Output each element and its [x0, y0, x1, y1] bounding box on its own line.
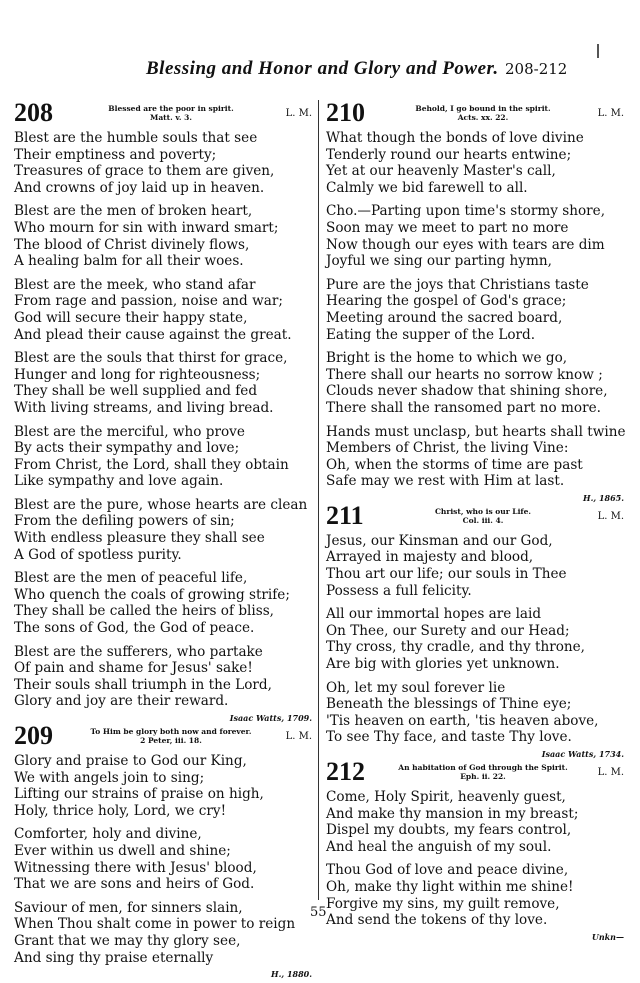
verse-line: Forgive my sins, my guilt remove, [326, 895, 560, 912]
verse-line: And send the tokens of thy love. [326, 912, 548, 929]
hymn-header [326, 500, 624, 533]
hymn-header [326, 757, 624, 789]
verse-line: 'Tis heaven on earth, 'tis heaven above, [326, 712, 599, 729]
verse-line: Jesus, our Kinsman and our God, [326, 532, 553, 549]
scripture-text: Behold, I go bound in the spirit. [415, 104, 551, 113]
verse-line: Now though our eyes with tears are dim [326, 236, 605, 253]
stanza [14, 570, 312, 636]
verse-line: Like sympathy and love again. [14, 473, 224, 490]
scripture-reference: Matt. v. 3. [150, 113, 192, 122]
stanza [326, 350, 624, 416]
scripture-text: An habitation of God through the Spirit. [398, 763, 568, 772]
meter: L. M. [285, 108, 312, 119]
stanza [326, 130, 624, 196]
scripture-text: Christ, who is our Life. [434, 506, 532, 516]
verse-line: Grant that we may thy glory see, [14, 932, 241, 949]
stanza [326, 789, 624, 855]
scripture-heading [86, 727, 256, 745]
author-attribution: H., 1880. [271, 969, 312, 980]
verse-line: Possess a full felicity. [326, 582, 472, 599]
verse-line: They shall be called the heirs of bliss, [14, 603, 275, 620]
verse-line: Beneath the blessings of Thine eye; [326, 696, 572, 713]
verse-line: God will secure their happy state, [14, 309, 248, 326]
stanza [14, 130, 312, 196]
verse-line: Blest are the humble souls that see [14, 130, 258, 146]
verse-line: And make thy mansion in my breast; [326, 805, 579, 822]
stanza [326, 533, 624, 599]
author-attribution: H., 1865. [583, 492, 624, 503]
verse-line: Pure are the joys that Christians taste [326, 276, 589, 293]
running-title: Blessing and Honor and Glory and Power. [146, 58, 499, 79]
column-divider [318, 100, 319, 900]
verse-line: Blest are the meek, who stand afar [14, 276, 256, 293]
hymn-header [14, 98, 312, 130]
verse-line: Blest are the sufferers, who partake [14, 643, 263, 660]
scripture-reference: Acts. xx. 22. [457, 113, 509, 122]
stanza [326, 203, 624, 269]
verse-line: Cho.—Parting upon time's stormy shore, [326, 203, 606, 220]
verse-line: And crowns of joy laid up in heaven. [14, 179, 265, 196]
verse-line: Thy cross, thy cradle, and thy throne, [326, 639, 586, 656]
scripture-heading [398, 104, 568, 122]
verse-line: Their souls shall triumph in the Lord, [14, 676, 272, 693]
hymn-header [326, 98, 624, 130]
verse-line: Blest are the men of peaceful life, [14, 570, 248, 587]
verse-line: Lifting our strains of praise on high, [14, 786, 264, 803]
verse-line: Soon may we meet to part no more [326, 219, 569, 236]
verse-line: With living streams, and living bread. [14, 399, 274, 416]
verse-line: Safe may we rest with Him at last. [326, 473, 565, 490]
stanza [14, 424, 312, 490]
hymn-212 [326, 757, 624, 942]
scripture-heading [398, 507, 568, 525]
stanza [14, 644, 312, 710]
stanza [326, 424, 624, 490]
verse-line: A healing balm for all their woes. [14, 253, 244, 270]
hymn-209 [14, 721, 312, 980]
stanza [14, 203, 312, 269]
verse-line: And heal the anguish of my soul. [326, 838, 552, 855]
scripture-reference: Col. iii. 4. [462, 515, 504, 525]
left-column [14, 100, 312, 983]
verse-line: Witnessing there with Jesus' blood, [14, 859, 257, 876]
verse-line: Meeting around the sacred board, [326, 309, 563, 326]
verse-line: Bright is the home to which we go, [326, 350, 568, 367]
verse-line: They shall be well supplied and fed [14, 383, 258, 400]
verse-line: That we are sons and heirs of God. [14, 876, 255, 893]
verse-line: Hunger and long for righteousness; [14, 366, 261, 383]
verse-line: Of pain and shame for Jesus' sake! [14, 660, 253, 677]
verse-line: Blest are the pure, whose hearts are clean [14, 496, 308, 513]
page-header [0, 58, 640, 88]
verse-line: The blood of Christ divinely flows, [14, 236, 250, 253]
verse-line: We with angels join to sing; [14, 769, 205, 786]
verse-line: Oh, make thy light within me shine! [326, 878, 574, 895]
margin-mark [597, 44, 599, 58]
scripture-heading [398, 763, 568, 781]
verse-line: Thou art our life; our souls in Thee [326, 566, 567, 583]
verse-line: Holy, thrice holy, Lord, we cry! [14, 802, 227, 819]
verse-line: Glory and praise to God our King, [14, 753, 247, 769]
verse-line: Joyful we sing our parting hymn, [326, 253, 552, 270]
verse-line: Come, Holy Spirit, heavenly guest, [326, 789, 566, 805]
verse-line: Oh, let my soul forever lie [326, 679, 506, 696]
verse-line: On Thee, our Surety and our Head; [326, 622, 570, 639]
stanza [14, 497, 312, 563]
verse-line: Are big with glories yet unknown. [326, 656, 560, 673]
verse-line: Their emptiness and poverty; [14, 146, 217, 163]
verse-line: All our immortal hopes are laid [326, 606, 542, 623]
verse-line: Thou God of love and peace divine, [326, 862, 569, 879]
stanza [326, 277, 624, 343]
hymn-number: 208 [14, 98, 53, 127]
meter: L. M. [597, 767, 624, 778]
verse-line: Tenderly round our hearts entwine; [326, 146, 572, 163]
scripture-text: To Him be glory both now and forever. [90, 727, 252, 736]
verse-line: Blest are the souls that thirst for grace, [14, 350, 288, 367]
verse-line: By acts their sympathy and love; [14, 440, 240, 457]
right-column [326, 100, 624, 946]
verse-line: From the defiling powers of sin; [14, 513, 235, 530]
verse-line: There shall the ransomed part no more. [326, 399, 601, 416]
scripture-reference: Eph. ii. 22. [460, 772, 506, 781]
author-attribution: Isaac Watts, 1734. [541, 749, 624, 759]
hymn-210 [326, 98, 626, 503]
verse-line: And plead their cause against the great. [14, 326, 292, 343]
verse-line: To see Thy face, and taste Thy love. [326, 729, 572, 746]
verse-line: Eating the supper of the Lord. [326, 326, 536, 343]
verse-line: Who quench the coals of growing strife; [14, 586, 290, 603]
verse-line: Dispel my doubts, my fears control, [326, 822, 572, 839]
verse-line: Yet at our heavenly Master's call, [326, 163, 556, 180]
meter: L. M. [597, 510, 624, 522]
hymn-number: 211 [326, 500, 364, 530]
page-number: 55 [310, 905, 327, 920]
hymn-range: 208-212 [505, 60, 568, 78]
verse-line: When Thou shalt come in power to reign [14, 916, 296, 933]
scripture-reference: 2 Peter, iii. 18. [140, 736, 202, 745]
stanza [326, 862, 624, 928]
scripture-heading [86, 104, 256, 122]
verse-line: A God of spotless purity. [14, 546, 182, 563]
verse-line: And sing thy praise eternally [14, 949, 214, 966]
verse-line: The sons of God, the God of peace. [14, 620, 255, 637]
stanza [14, 753, 312, 819]
verse-line: Calmly we bid farewell to all. [326, 179, 528, 196]
verse-line: Hearing the gospel of God's grace; [326, 293, 567, 310]
verse-line: Hands must unclasp, but hearts shall twine [326, 423, 626, 440]
scripture-text: Blessed are the poor in spirit. [108, 104, 234, 113]
hymn-number: 209 [14, 721, 53, 750]
verse-line: Who mourn for sin with inward smart; [14, 219, 279, 236]
hymn-number: 210 [326, 98, 365, 127]
stanza [14, 900, 312, 966]
meter: L. M. [285, 731, 312, 742]
verse-line: Arrayed in majesty and blood, [326, 549, 534, 566]
verse-line: Blest are the men of broken heart, [14, 203, 253, 220]
verse-line: Blest are the merciful, who prove [14, 423, 245, 440]
verse-line: Glory and joy are their reward. [14, 693, 229, 710]
hymn-208 [14, 98, 312, 723]
verse-line: With endless pleasure they shall see [14, 530, 265, 547]
verse-line: Ever within us dwell and shine; [14, 842, 231, 859]
verse-line: Comforter, holy and divine, [14, 826, 202, 843]
meter: L. M. [597, 108, 624, 119]
author-attribution: Unkn— [591, 931, 624, 942]
stanza [326, 680, 624, 746]
stanza [14, 350, 312, 416]
stanza [326, 606, 624, 672]
hymn-211 [326, 500, 624, 759]
stanza [14, 826, 312, 892]
hymn-header [14, 721, 312, 753]
verse-line: Saviour of men, for sinners slain, [14, 899, 243, 916]
verse-line: What though the bonds of love divine [326, 130, 584, 146]
verse-line: Clouds never shadow that shining shore, [326, 383, 608, 400]
verse-line: From Christ, the Lord, shall they obtain [14, 456, 289, 473]
verse-line: From rage and passion, noise and war; [14, 293, 283, 310]
verse-line: Members of Christ, the living Vine: [326, 440, 569, 457]
stanza [14, 277, 312, 343]
verse-line: There shall our hearts no sorrow know ; [326, 366, 603, 383]
verse-line: Oh, when the storms of time are past [326, 456, 583, 473]
author-attribution: Isaac Watts, 1709. [229, 713, 312, 723]
hymn-number: 212 [326, 757, 365, 786]
verse-line: Treasures of grace to them are given, [14, 163, 275, 180]
